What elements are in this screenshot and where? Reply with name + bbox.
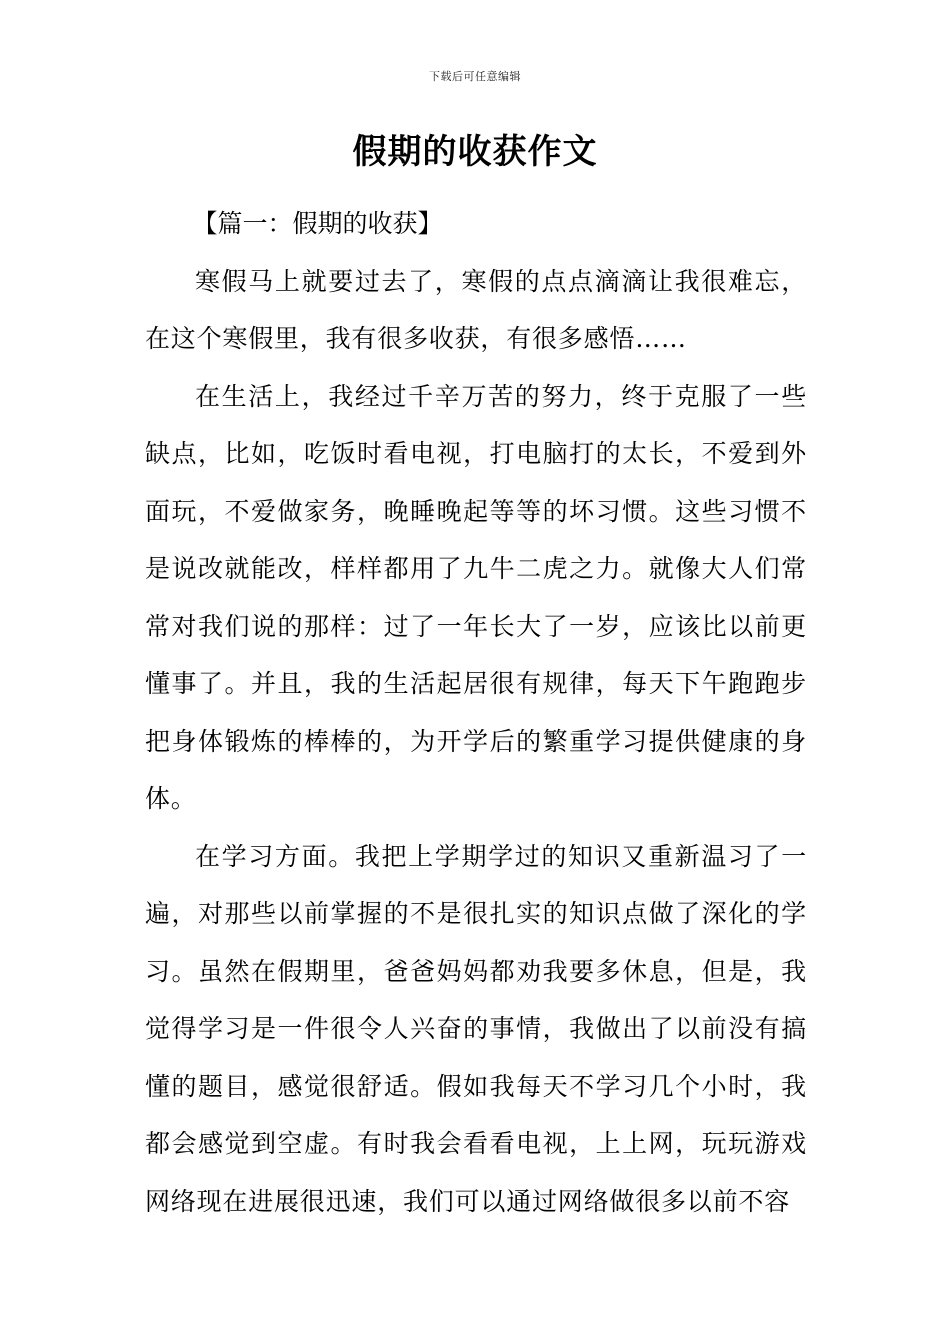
paragraph-intro: 寒假马上就要过去了，寒假的点点滴滴让我很难忘，在这个寒假里，我有很多收获，有很多感悟…… <box>145 266 807 353</box>
paragraph-life: 在生活上，我经过千辛万苦的努力，终于克服了一些缺点，比如，吃饭时看电视，打电脑打的太长，不爱到外面玩，不爱做家务，晚睡晚起等等的坏习惯。这些习惯不是说改就能改，样样都用了九牛二虎之力。就像大人们常常对我们说的那样：过了一年长大了一岁，应该比以前更懂事了。并且，我的生活起居很有规律，每天下午跑跑步把身体锻炼的棒棒的，为开学后的繁重学习提供健康的身体。 <box>145 381 807 813</box>
header-note: 下载后可任意编辑 <box>429 70 521 83</box>
section-heading: 【篇一：假期的收获】 <box>192 209 443 238</box>
paragraph-study: 在学习方面。我把上学期学过的知识又重新温习了一遍，对那些以前掌握的不是很扎实的知识点做了深化的学习。虽然在假期里，爸爸妈妈都劝我要多休息，但是，我觉得学习是一件很令人兴奋的事情，我做出了以前没有搞懂的题目，感觉很舒适。假如我每天不学习几个小时，我都会感觉到空虚。有时我会看看电视，上上网，玩玩游戏网络现在进展很迅速，我们可以通过网络做很多以前不容 <box>145 841 807 1216</box>
document-body <box>145 195 807 1230</box>
document-title: 假期的收获作文 <box>352 132 598 172</box>
